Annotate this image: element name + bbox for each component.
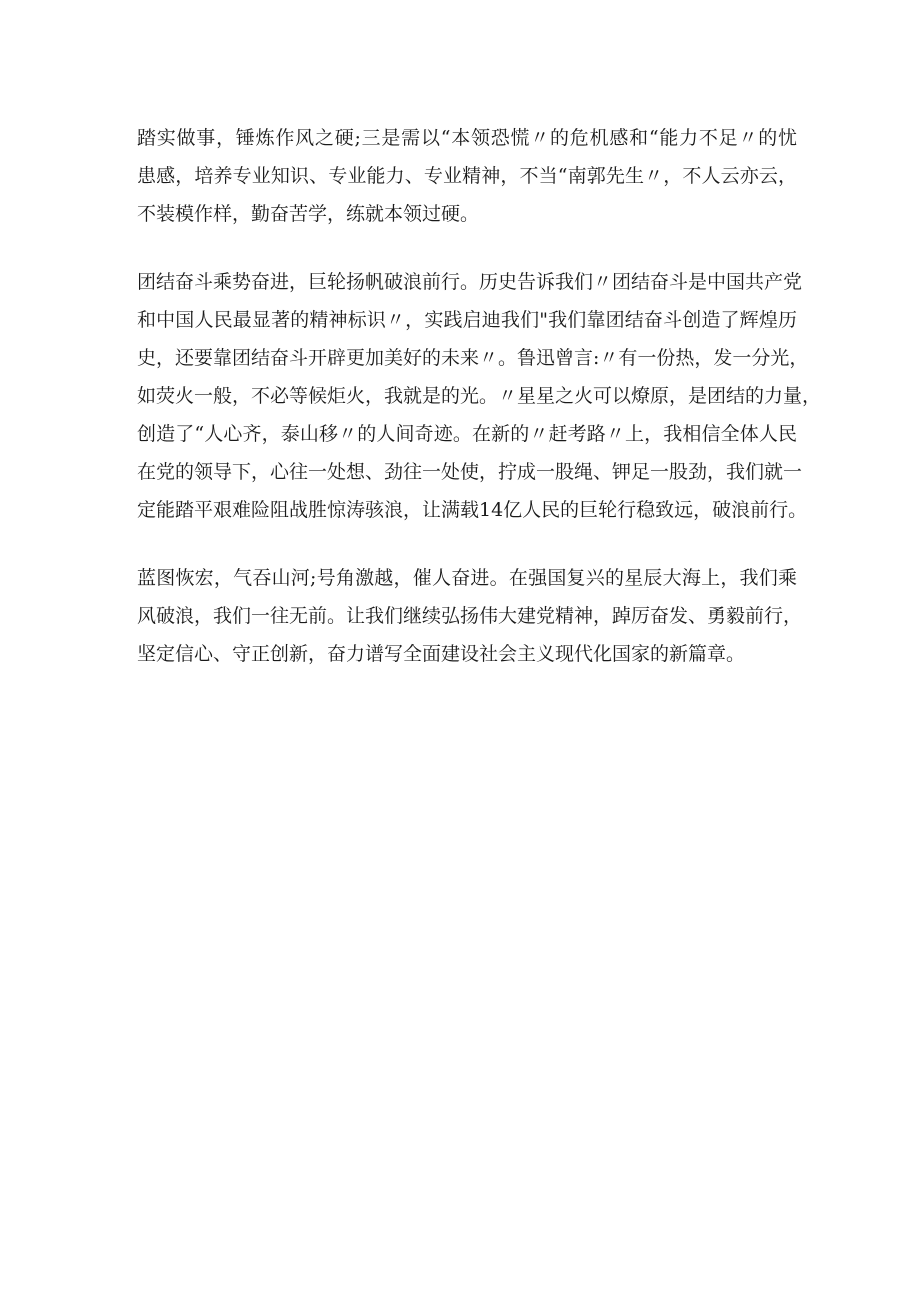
text-line: 定能踏平艰难险阻战胜惊涛骇浪，让满载14亿人民的巨轮行稳致远，破浪前行。 bbox=[137, 499, 808, 521]
text-line: 坚定信心、守正创新，奋力谱写全面建设社会主义现代化国家的新篇章。 bbox=[137, 643, 746, 665]
text-line: 和中国人民最显著的精神标识〃，实践启迪我们"我们靠团结奋斗创造了辉煌历 bbox=[137, 309, 797, 331]
text-line: 在党的领导下，心往一处想、劲往一处使，拧成一股绳、钾足一股劲，我们就一 bbox=[137, 461, 803, 483]
paragraph-3 bbox=[137, 559, 803, 673]
text-line: 如荧火一般，不必等候炬火，我就是的光。〃星星之火可以燎原，是团结的力量， bbox=[137, 385, 822, 407]
document-body bbox=[137, 119, 822, 703]
text-line: 不装模作样，勤奋苦学，练就本领过硬。 bbox=[137, 203, 480, 225]
text-line: 风破浪，我们一往无前。让我们继续弘扬伟大建党精神，踔厉奋发、勇毅前行， bbox=[137, 605, 803, 627]
paragraph-1 bbox=[137, 119, 797, 233]
text-line: 创造了“人心齐，泰山移〃的人间奇迹。在新的〃赶考路〃上，我相信全体人民 bbox=[137, 423, 797, 445]
text-line: 踏实做事，锤炼作风之硬;三是需以“本领恐慌〃的危机感和“能力不足〃的忧 bbox=[137, 127, 797, 149]
text-line: 团结奋斗乘势奋进，巨轮扬帆破浪前行。历史告诉我们〃团结奋斗是中国共产党 bbox=[137, 271, 803, 293]
text-line: 史，还要靠团结奋斗开辟更加美好的未来〃。鲁迅曾言:〃有一份热，发一分光， bbox=[137, 347, 809, 369]
paragraph-2 bbox=[137, 263, 822, 529]
text-line: 患感，培养专业知识、专业能力、专业精神，不当“南郭先生〃，不人云亦云， bbox=[137, 165, 797, 187]
text-line: 蓝图恢宏，气吞山河;号角激越，催人奋进。在强国复兴的星辰大海上，我们乘 bbox=[137, 567, 797, 589]
